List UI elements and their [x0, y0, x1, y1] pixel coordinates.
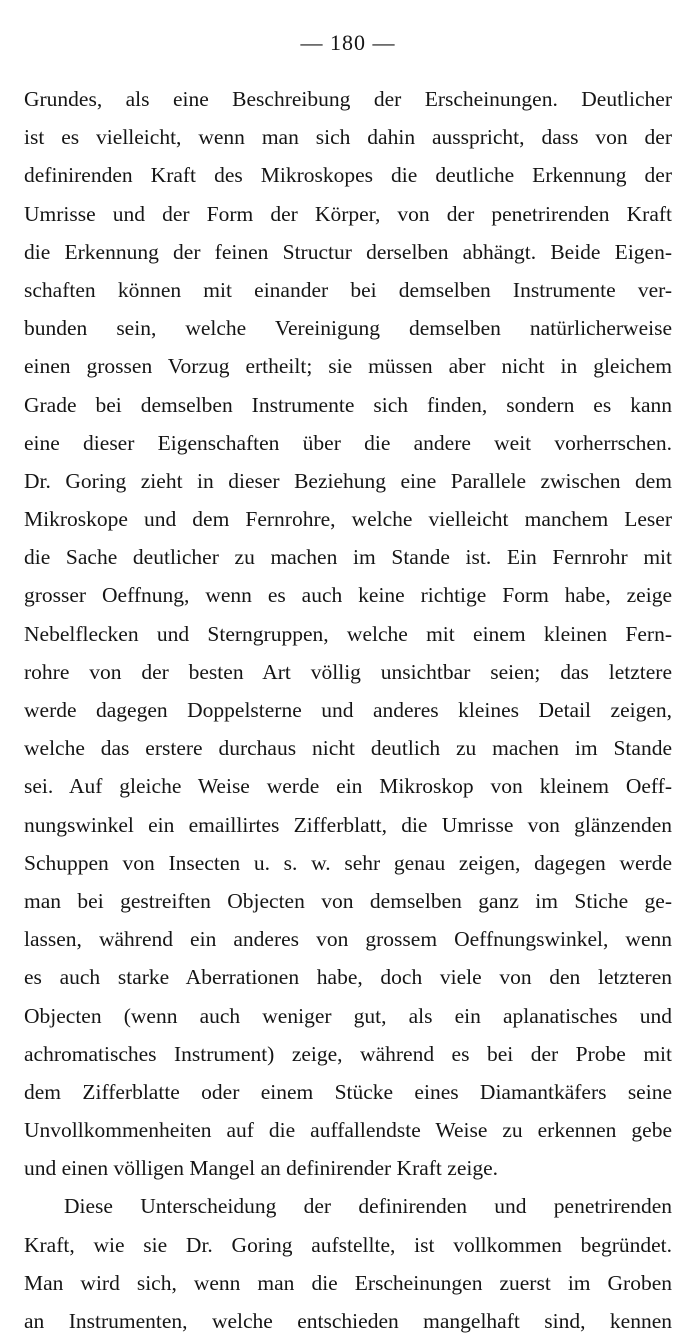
- text-line: einen grossen Vorzug ertheilt; sie müssen aber nicht in gleichem: [24, 354, 672, 379]
- text-line: achromatisches Instrument) zeige, während es bei der Probe mit: [24, 1041, 672, 1066]
- text-line: bunden sein, welche Vereinigung demselben natürlicherweise: [24, 316, 672, 341]
- body-text: [24, 80, 672, 1340]
- text-line: schaften können mit einander bei demselben Instrumente ver-: [24, 277, 672, 302]
- text-line: Unvollkommenheiten auf die auffallendste Weise zu erkennen gebe: [24, 1118, 672, 1143]
- text-line: definirenden Kraft des Mikroskopes die deutliche Erkennung der: [24, 163, 672, 188]
- text-line: dem Zifferblatte oder einem Stücke eines Diamantkäfers seine: [24, 1079, 672, 1104]
- text-line: man bei gestreiften Objecten von demselben ganz im Stiche ge-: [24, 888, 672, 913]
- text-line: Umrisse und der Form der Körper, von der penetrirenden Kraft: [24, 201, 672, 226]
- text-line: Kraft, wie sie Dr. Goring aufstellte, ist vollkommen begründet.: [24, 1232, 672, 1257]
- text-line: eine dieser Eigenschaften über die andere weit vorherrschen.: [24, 430, 672, 455]
- paragraph-start-line: Diese Unterscheidung der definirenden und penetrirenden: [64, 1194, 672, 1219]
- text-line: sei. Auf gleiche Weise werde ein Mikroskop von kleinem Oeff-: [24, 774, 672, 799]
- text-line: welche das erstere durchaus nicht deutlich zu machen im Stande: [24, 736, 672, 761]
- text-line: Schuppen von Insecten u. s. w. sehr genau zeigen, dagegen werde: [24, 850, 672, 875]
- text-line: Objecten (wenn auch weniger gut, als ein aplanatisches und: [24, 1003, 672, 1028]
- text-line: lassen, während ein anderes von grossem Oeffnungswinkel, wenn: [24, 927, 672, 952]
- text-line: Mikroskope und dem Fernrohre, welche vielleicht manchem Leser: [24, 507, 672, 532]
- text-line: nungswinkel ein emaillirtes Zifferblatt, die Umrisse von glänzenden: [24, 812, 672, 837]
- text-line: Dr. Goring zieht in dieser Beziehung eine Parallele zwischen dem: [24, 468, 672, 493]
- text-line: werde dagegen Doppelsterne und anderes kleines Detail zeigen,: [24, 698, 672, 722]
- text-line: Grundes, als eine Beschreibung der Erscheinungen. Deutlicher: [24, 87, 672, 111]
- text-line: Grade bei demselben Instrumente sich finden, sondern es kann: [24, 392, 672, 417]
- text-line: ist es vielleicht, wenn man sich dahin ausspricht, dass von der: [24, 125, 672, 150]
- text-line: rohre von der besten Art völlig unsichtbar seien; das letztere: [24, 659, 672, 684]
- text-line: es auch starke Aberrationen habe, doch viele von den letzteren: [24, 965, 672, 990]
- page-number: — 180 —: [300, 30, 396, 55]
- text-line: Man wird sich, wenn man die Erscheinungen zuerst im Groben: [24, 1270, 672, 1295]
- text-line: die Sache deutlicher zu machen im Stande ist. Ein Fernrohr mit: [24, 545, 672, 570]
- paragraph-end-line: und einen völligen Mangel an definirender Kraft zeige.: [24, 1156, 499, 1181]
- text-line: an Instrumenten, welche entschieden mangelhaft sind, kennen: [24, 1309, 672, 1333]
- text-line: grosser Oeffnung, wenn es auch keine richtige Form habe, zeige: [24, 583, 672, 608]
- text-line: die Erkennung der feinen Structur derselben abhängt. Beide Eigen-: [24, 239, 672, 264]
- text-line: Nebelflecken und Sterngruppen, welche mit einem kleinen Fern-: [24, 621, 672, 646]
